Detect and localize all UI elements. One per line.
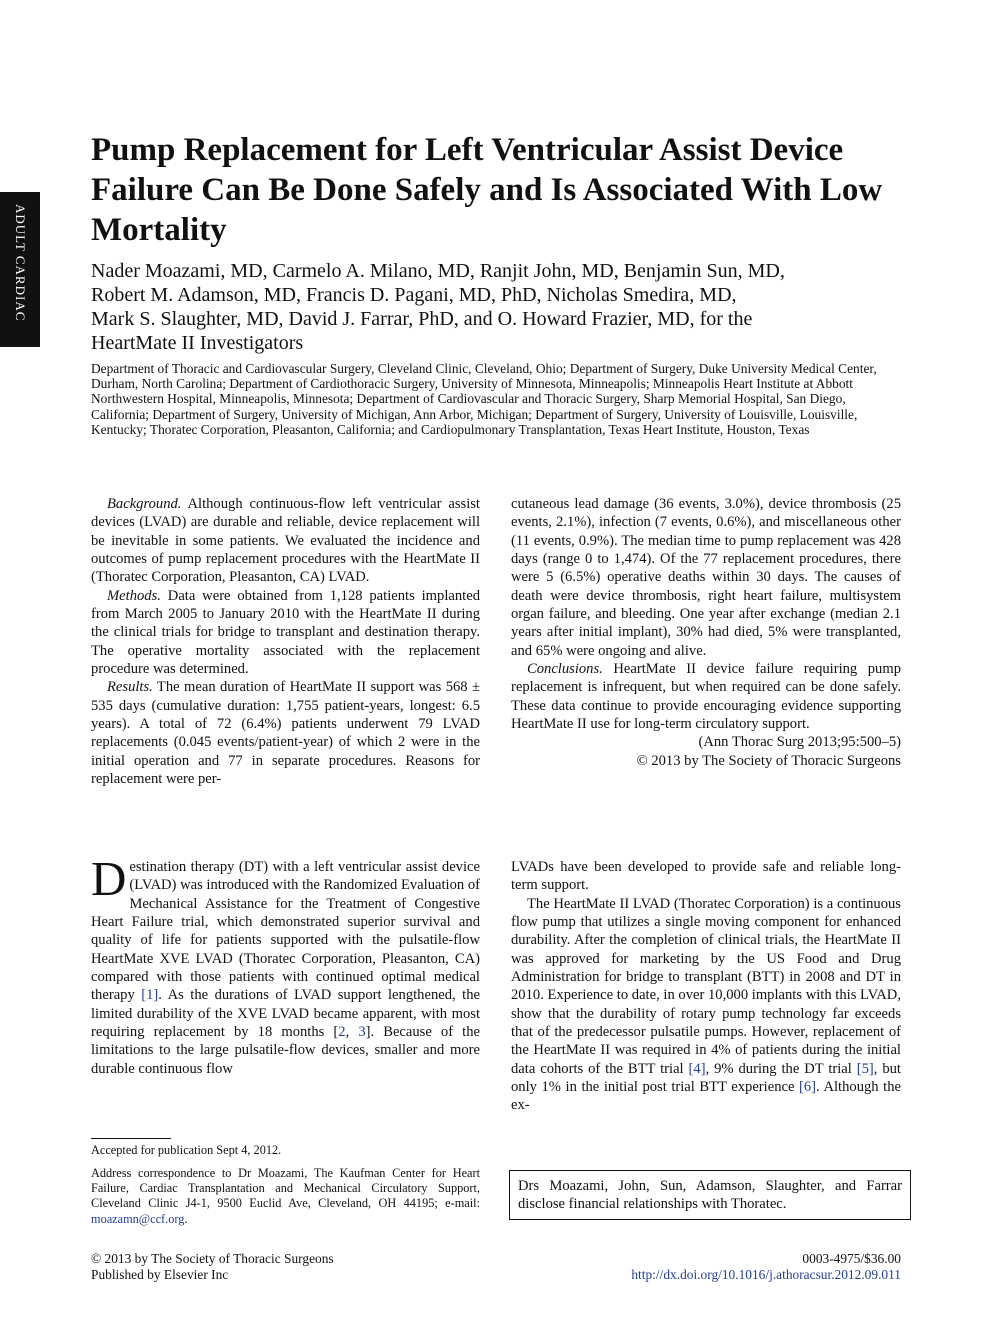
reference-link-5[interactable]: [5] [856,1060,874,1077]
footer-copyright: © 2013 by The Society of Thoracic Surgeons [91,1251,334,1266]
author-line: Robert M. Adamson, MD, Francis D. Pagani, MD, PhD, Nicholas Smedira, MD, [91,284,737,306]
correspondence-note: Address correspondence to Dr Moazami, The Kaufman Center for Heart Failure, Cardiac Transplantation and Mechanical Circulatory Support, Cleveland Clinic J4-1, 9500 Euclid Ave, Cleveland, OH 44195; e-mail: moazamn@ccf.org. [91,1166,480,1226]
abstract-conclusions: Conclusions. HeartMate II device failure requiring pump replacement is infrequent, but when required can be done safely. These data continue to provide encouraging evidence supporting HeartMate II use for long-term circulatory support. [511,661,901,733]
reference-link-1[interactable]: [1] [141,987,159,1004]
intro-paragraph: Destination therapy (DT) with a left ventricular assist device (LVAD) was introduced with the Randomized Evaluation of Mechanical Assistance for the Treatment of Congestive Heart Failure trial, which demonstrated superior survival and quality of life for patients supported with the pulsatile-flow HeartMate XVE LVAD (Thoratec Corporation, Pleasanton, CA) compared with those patients with continued optimal medical therapy [1]. As the durations of LVAD support lengthened, the limited durability of the XVE LVAD became apparent, with most requiring replacement by 18 months [2, 3]. Because of the limitations to the large pulsatile-flow devices, smaller and more durable continuous flow [91,851,481,1077]
section-tab-label: ADULT CARDIAC [13,204,28,322]
article-title: Pump Replacement for Left Ventricular Assist Device Failure Can Be Done Safely and Is Associated With Low Mortality [91,132,883,248]
drop-cap: D [91,851,127,906]
author-line: HeartMate II Investigators [91,332,304,354]
reference-link-3[interactable]: 3 [358,1024,366,1041]
abstract-left-column [91,495,480,789]
body-right-column [511,858,901,1115]
email-link[interactable]: moazamn@ccf.org [91,1211,185,1226]
footer-publisher: Published by Elsevier Inc [91,1266,229,1282]
abstract-background: Background. Although continuous-flow left ventricular assist devices (LVAD) are durable and reliable, device replacement will be inevitable in some patients. We evaluated the incidence and outcomes of pump replacement procedures with the HeartMate II (Thoratec Corporation, Pleasanton, CA) LVAD. [91,496,480,586]
affiliations: Department of Thoracic and Cardiovascular Surgery, Cleveland Clinic, Cleveland, Ohio; Department of Surgery, Duke University Medical Center, Durham, North Carolina; Department of Cardiothoracic Surgery, University of Minnesota, Minneapolis; Minneapolis Heart Institute at Abbott Northwestern Hospital, Minneapolis, Minnesota; Department of Cardiovascular and Thoracic Surgery, Sharp Memorial Hospital, San Diego, California; Department of Surgery, University of Michigan, Ann Arbor, Michigan; Department of Surgery, University of Louisville, Louisville, Kentucky; Thoratec Corporation, Pleasanton, California; and Cardiopulmonary Transplantation, Texas Heart Institute, Houston, Texas [91,361,877,437]
accepted-note: Accepted for publication Sept 4, 2012. [91,1143,282,1157]
reference-link-2[interactable]: 2 [338,1024,346,1041]
section-tab [0,192,40,347]
author-list [91,259,911,355]
abstract-right-column [511,495,901,770]
footer-right [631,1251,901,1282]
disclosure-box: Drs Moazami, John, Sun, Adamson, Slaughter, and Farrar disclose financial relationships with Thoratec. [509,1170,911,1220]
reference-link-6[interactable]: [6] [799,1079,817,1096]
reference-link-4[interactable]: [4] [688,1060,706,1077]
author-line: Mark S. Slaughter, MD, David J. Farrar, PhD, and O. Howard Frazier, MD, for the [91,308,753,330]
abstract-copyright: © 2013 by The Society of Thoracic Surgeons [636,752,901,769]
footer-issn: 0003-4975/$36.00 [802,1251,901,1266]
abstract-results: Results. The mean duration of HeartMate II support was 568 ± 535 days (cumulative duration: 1,755 patient-years, longest: 6.5 years). A total of 72 (6.4%) patients underwent 79 LVAD replacements (0.045 events/patient-year) of which 2 were in the initial operation and 77 in separate procedures. Reasons for replacement were per- [91,679,480,788]
footer-left [91,1251,334,1282]
body-paragraph: LVADs have been developed to provide safe and reliable long-term support. [511,859,901,894]
body-left-column [91,851,481,1078]
citation: (Ann Thorac Surg 2013;95:500–5) [698,734,901,751]
abstract-methods: Methods. Data were obtained from 1,128 patients implanted from March 2005 to January 2010 with the HeartMate II during the clinical trials for bridge to transplant and destination therapy. The operative mortality associated with the replacement procedure was determined. [91,587,480,678]
body-paragraph: The HeartMate II LVAD (Thoratec Corporation) is a continuous flow pump that utilizes a single moving component for enhanced durability. After the completion of clinical trials, the HeartMate II was approved for marketing by the US Food and Drug Administration for bridge to transplant (BTT) in 2008 and DT in 2010. Experience to date, in over 10,000 implants with this LVAD, show that the durability of rotary pump technology far exceeds that of the predecessor pulsatile pumps. However, replacement of the HeartMate II was required in 4% of patients during the initial data cohorts of the BTT trial [4], 9% during the DT trial [5], but only 1% in the initial post trial BTT experience [6]. Although the ex- [511,895,901,1114]
abstract-results-continued: cutaneous lead damage (36 events, 3.0%), device thrombosis (25 events, 2.1%), infection (7 events, 0.6%), and miscellaneous other (11 events, 0.9%). The median time to pump replacement was 428 days (range 0 to 1,474). Of the 77 replacement procedures, there were 5 (6.5%) operative deaths within 30 days. The causes of death were device thrombosis, right heart failure, multisystem organ failure, and bleeding. One year after exchange (median 2.1 years after initial implant), 30% had died, 5% were transplanted, and 65% were ongoing and alive. [511,496,901,659]
doi-link[interactable]: http://dx.doi.org/10.1016/j.athoracsur.2012.09.011 [631,1266,901,1282]
footnote-divider [91,1138,171,1139]
author-line: Nader Moazami, MD, Carmelo A. Milano, MD, Ranjit John, MD, Benjamin Sun, MD, [91,260,785,282]
